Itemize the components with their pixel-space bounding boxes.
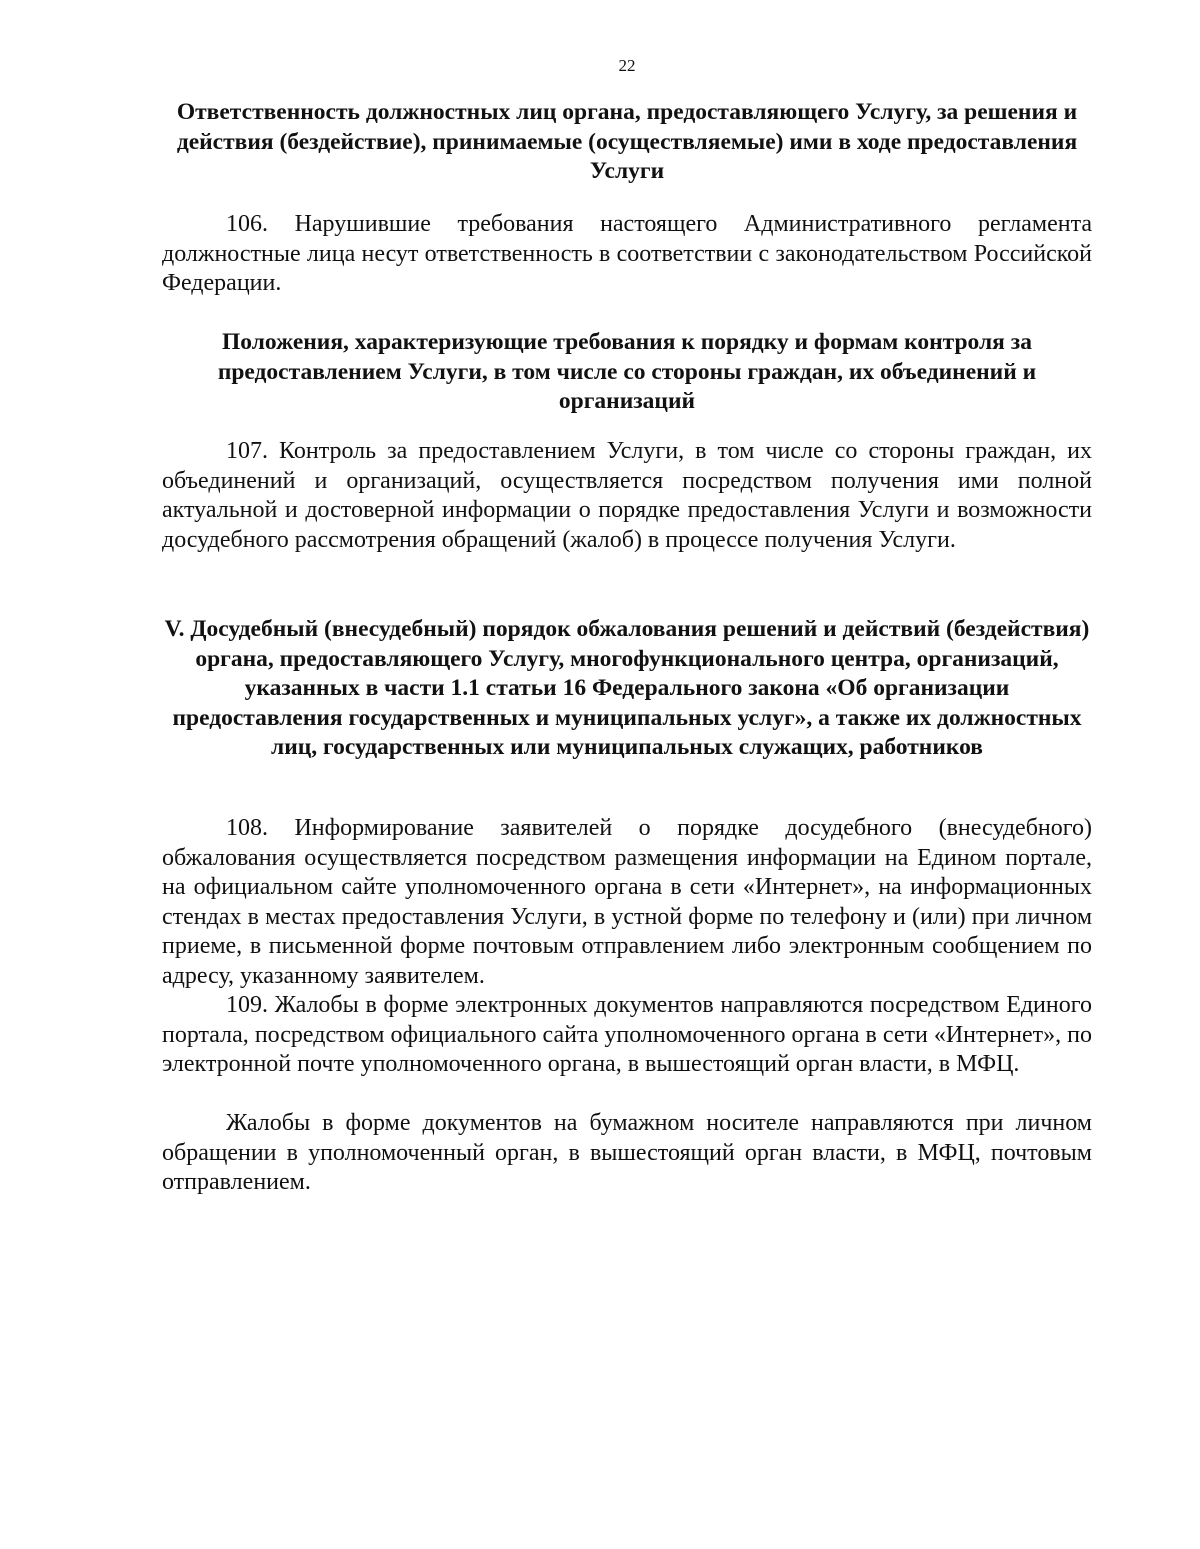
paragraph-paper-complaints: Жалобы в форме документов на бумажном носителе направляются при личном обращении в уполномоченный орган, в вышестоящий орган власти, в МФЦ, почтовым отправлением. — [162, 1110, 1092, 1196]
paragraph-107: 107. Контроль за предоставлением Услуги, в том числе со стороны граждан, их объединений и организаций, осуществляется посредством получения ими полной актуальной и достоверной информации о порядке предоставления Услуги и возможности досудебного рассмотрения обращений (жалоб) в процессе получения Услуги. — [162, 438, 1092, 553]
section-heading-responsibility: Ответственность должностных лиц органа, предоставляющего Услугу, за решения и действия (бездействие), принимаемые (осуществляемые) ими в ходе предоставления Услуги — [176, 99, 1078, 184]
section-heading-control: Положения, характеризующие требования к порядку и формам контроля за предоставлением Услуги, в том числе со стороны граждан, их объединений и организаций — [217, 329, 1037, 414]
section-heading-pretrial-appeal: V. Досудебный (внесудебный) порядок обжалования решений и действий (бездействия) органа, предоставляющего Услугу, многофункционального центра, организаций, указанных в части 1.1 статьи 16 Федерального закона «Об организации предоставления государственных и муниципальных услуг», а также их должностных лиц, государственных или муниципальных служащих, работников — [164, 616, 1090, 760]
paragraph-108: 108. Информирование заявителей о порядке досудебного (внесудебного) обжалования осуществляется посредством размещения информации на Едином портале, на официальном сайте уполномоченного органа в сети «Интернет», на информационных стендах в местах предоставления Услуги, в устной форме по телефону и (или) при личном приеме, в письменной форме почтовым отправлением либо электронным сообщением по адресу, указанному заявителем. — [162, 815, 1092, 989]
page-number: 22 — [618, 56, 636, 75]
paragraph-109: 109. Жалобы в форме электронных документов направляются посредством Единого портала, посредством официального сайта уполномоченного органа в сети «Интернет», по электронной почте уполномоченного органа, в вышестоящий орган власти, в МФЦ. — [162, 992, 1092, 1078]
paragraph-106: 106. Нарушившие требования настоящего Административного регламента должностные лица несут ответственность в соответствии с законодательством Российской Федерации. — [162, 211, 1092, 297]
